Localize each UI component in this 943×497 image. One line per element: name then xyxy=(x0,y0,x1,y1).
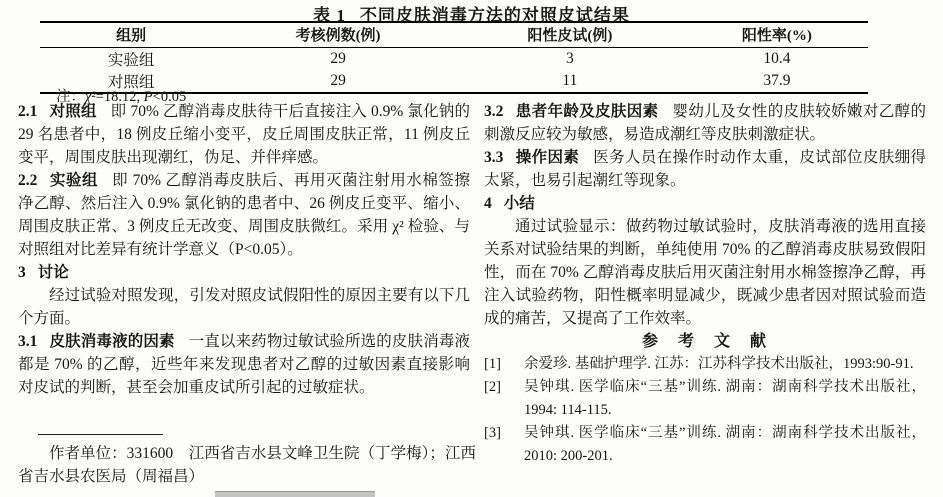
chi-square-symbol: χ² xyxy=(85,89,96,105)
reference-item xyxy=(484,376,926,422)
section-number: 3 xyxy=(18,264,26,281)
table-cell: 11 xyxy=(562,72,578,89)
section-2-2 xyxy=(18,169,470,261)
section-number: 3.3 xyxy=(484,149,504,166)
reference-number: [1] xyxy=(484,356,501,372)
section-title: 操作因素 xyxy=(515,149,580,166)
reference-number: [3] xyxy=(484,425,501,441)
note-prefix: 注： xyxy=(56,89,85,105)
results-table xyxy=(40,21,868,94)
section-number: 3.2 xyxy=(484,103,504,120)
right-column xyxy=(484,100,926,468)
section-title: 讨论 xyxy=(37,264,69,281)
table-row xyxy=(40,48,868,71)
author-affiliation: 作者单位：331600 江西省吉水县文峰卫生院（丁学梅）；江西省吉水县农医局（周福昌） xyxy=(18,445,476,485)
col-header-positive-rate: 阳性率(%) xyxy=(686,22,868,48)
table-cell: 29 xyxy=(330,50,346,67)
p-value-symbol: P xyxy=(143,89,153,105)
note-tail: <0.05 xyxy=(152,89,187,105)
section-text: 婴幼儿及女性的皮肤较娇嫩对乙醇的刺激反应较为敏感，易造成潮红等皮肤刺激症状。 xyxy=(484,103,926,143)
col-header-examined: 考核例数(例) xyxy=(222,22,454,48)
section-text: 即 70% 乙醇消毒皮肤待干后直接注入 0.9% 氯化钠的 29 名患者中，18 例皮丘缩小变平，皮丘周围皮肤正常，11 例皮丘变平，周围皮肤出现潮红，伪足、并伴痒感。 xyxy=(18,103,470,166)
table-cell: 29 xyxy=(330,72,346,89)
reference-item xyxy=(484,422,926,468)
reference-item xyxy=(484,353,926,376)
left-column xyxy=(18,100,470,399)
section-text: 即 70% 乙醇消毒皮肤后、再用灭菌注射用水棉签擦净乙醇、然后注入 0.9% 氯化钠的患者中、26 例皮丘变平、缩小、周围皮肤正常、3 例皮丘无改变、周围皮肤微红。采用 χ² 检验、与对照组对比差异有统计学意义（P<0.05）。 xyxy=(18,172,470,258)
section-text: 一直以来药物过敏试验所选的皮肤消毒液都是 70% 的乙醇，近些年来发现患者对乙醇的过敏因素直接影响对皮试的判断，甚至会加重皮试所引起的过敏症状。 xyxy=(18,333,470,396)
section-3-3 xyxy=(484,146,926,192)
references-heading: 参 考 文 献 xyxy=(641,333,768,350)
scan-artifact-bar xyxy=(215,491,375,497)
col-header-group: 组别 xyxy=(40,22,222,48)
table-cell: 对照组 xyxy=(107,74,155,91)
table-header-row xyxy=(40,22,868,48)
footnote-divider xyxy=(38,434,163,435)
reference-text: 余爱珍. 基础护理学. 江苏：江苏科学技术出版社，1993:90-91. xyxy=(524,356,914,372)
section-3-intro: 经过试验对照发现，引发对照皮试假阳性的原因主要有以下几个方面。 xyxy=(18,287,470,327)
section-number: 2.2 xyxy=(18,172,38,189)
table-cell: 10.4 xyxy=(763,50,791,67)
reference-number: [2] xyxy=(484,379,501,395)
section-2-1 xyxy=(18,100,470,169)
section-title: 对照组 xyxy=(49,103,97,120)
col-header-positive-tests: 阳性皮试(例) xyxy=(454,22,686,48)
table-cell: 37.9 xyxy=(763,72,791,89)
author-affiliation-block xyxy=(18,434,476,488)
section-3-heading xyxy=(18,261,470,284)
section-title: 小结 xyxy=(503,195,535,212)
section-title: 皮肤消毒液的因素 xyxy=(49,333,175,350)
section-3-1 xyxy=(18,330,470,399)
section-number: 3.1 xyxy=(18,333,38,350)
section-title: 实验组 xyxy=(49,172,99,189)
reference-text: 吴钟琪. 医学临床“三基”训练. 湖南：湖南科学技术出版社，1994: 114-115. xyxy=(524,379,926,418)
section-3-2 xyxy=(484,100,926,146)
table-cell: 实验组 xyxy=(107,52,155,69)
section-4-text: 通过试验显示：做药物过敏试验时，皮肤消毒液的选用直接关系对试验结果的判断，单纯使用 70% 的乙醇消毒皮肤易致假阳性，而在 70% 乙醇消毒皮肤后用灭菌注射用水棉签擦净乙醇，再注入试验药物，阳性概率明显减少，既减少患者因对照试验而造成的痛苦，又提高了工作效率。 xyxy=(484,218,926,327)
section-number: 4 xyxy=(484,195,492,212)
table-caption-text: 不同皮肤消毒方法的对照皮试结果 xyxy=(359,6,630,25)
section-4-heading xyxy=(484,192,926,215)
reference-text: 吴钟琪. 医学临床“三基”训练. 湖南：湖南科学技术出版社，2010: 200-201. xyxy=(524,425,926,464)
section-text: 医务人员在操作时动作太重，皮试部位皮肤绷得太紧，也易引起潮红等现象。 xyxy=(484,149,926,189)
table-cell: 3 xyxy=(566,50,574,67)
section-title: 患者年龄及皮肤因素 xyxy=(515,103,659,120)
note-equation: =18.12, xyxy=(95,89,144,105)
table-caption-label: 表 1 xyxy=(313,6,346,25)
section-number: 2.1 xyxy=(18,103,38,120)
